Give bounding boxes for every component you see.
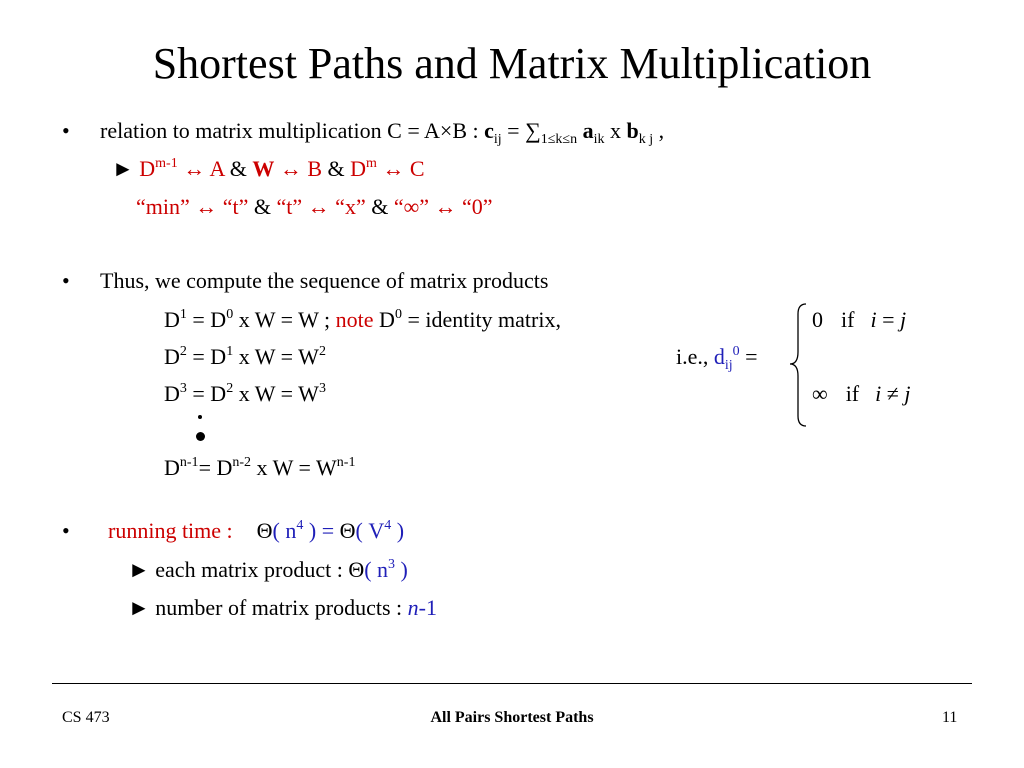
map-to-b: ↔ B [274, 156, 323, 181]
ellipsis-dot-small [198, 415, 202, 419]
dm-symbol: D [350, 156, 367, 181]
case-not-equal: ∞ if i ≠ j [812, 381, 911, 406]
ampersand: & [248, 194, 277, 219]
inf-to-zero: “∞” ↔ “0” [393, 194, 493, 219]
d-exponent: m-1 [155, 156, 178, 171]
c-symbol: c [484, 118, 494, 143]
operator-correspondence-line [136, 194, 493, 220]
a-symbol: a [582, 118, 594, 143]
arrow-icon: ► [128, 557, 156, 582]
sequence-intro: Thus, we compute the sequence of matrix products [100, 268, 549, 293]
map-to-c: ↔ C [376, 156, 425, 181]
times-x: x [604, 118, 627, 143]
bullet-1: • [62, 118, 70, 143]
correspondence-line [112, 156, 425, 182]
piecewise-brace-icon [788, 300, 810, 430]
w-symbol: W [252, 156, 275, 181]
min-to-t: “min” ↔ “t” [136, 194, 249, 219]
relation-intro: relation to matrix multiplication C = A×B : [100, 118, 485, 143]
product-row-3: $D^3 = D^2$ x $W = W^3$ [164, 381, 326, 406]
arrow-icon: ► [128, 595, 156, 620]
b-subscript: k j [638, 132, 654, 147]
c-subscript: ij [493, 132, 502, 147]
dm-exponent: m [366, 156, 377, 171]
running-time-label: running time : [108, 518, 233, 543]
dij-definition: i.e., $d_{ij}^0$ = [676, 344, 758, 373]
product-count: ► number of matrix products : n-1 [128, 595, 437, 620]
per-product-cost: ► each matrix product : Θ( $n^3$ ) [128, 557, 408, 582]
case-equal: 0 if i = j [812, 307, 907, 332]
running-time-line: running time : Θ( $n^4$ ) = Θ( $V^4$ ) [108, 518, 405, 543]
arrow-icon: ► [112, 156, 140, 181]
matrix-relation-line [100, 118, 665, 147]
product-row-2: $D^2 = D^1$ x $W = W^2$ [164, 344, 326, 369]
b-symbol: b [626, 118, 639, 143]
footer-course: CS 473 [62, 709, 110, 726]
sum-range: 1≤k≤n [540, 132, 578, 147]
map-to-a: ↔ A [177, 156, 225, 181]
ampersand: & [224, 156, 253, 181]
ampersand: & [322, 156, 351, 181]
footer-page-number: 11 [942, 709, 958, 726]
relation-trail: , [653, 118, 665, 143]
product-row-n: $D^{n-1}= D^{n-2}$ x $W = W^{n-1}$ [164, 455, 356, 480]
footer-divider [52, 683, 972, 684]
a-subscript: ik [593, 132, 605, 147]
footer-topic: All Pairs Shortest Paths [430, 709, 594, 726]
bullet-3: • [62, 518, 70, 543]
slide-title: Shortest Paths and Matrix Multiplication [152, 39, 872, 88]
ellipsis-dot-large [196, 432, 205, 441]
t-to-x: “t” ↔ “x” [276, 194, 366, 219]
note-label: note [335, 307, 374, 332]
ampersand: & [365, 194, 394, 219]
sum-sign: = ∑ [501, 118, 541, 143]
bullet-2: • [62, 268, 70, 293]
product-row-1: $D^1 = D^0$ x W = W ; note $D^0$ = identity matrix, [164, 307, 561, 332]
d-symbol: D [139, 156, 156, 181]
